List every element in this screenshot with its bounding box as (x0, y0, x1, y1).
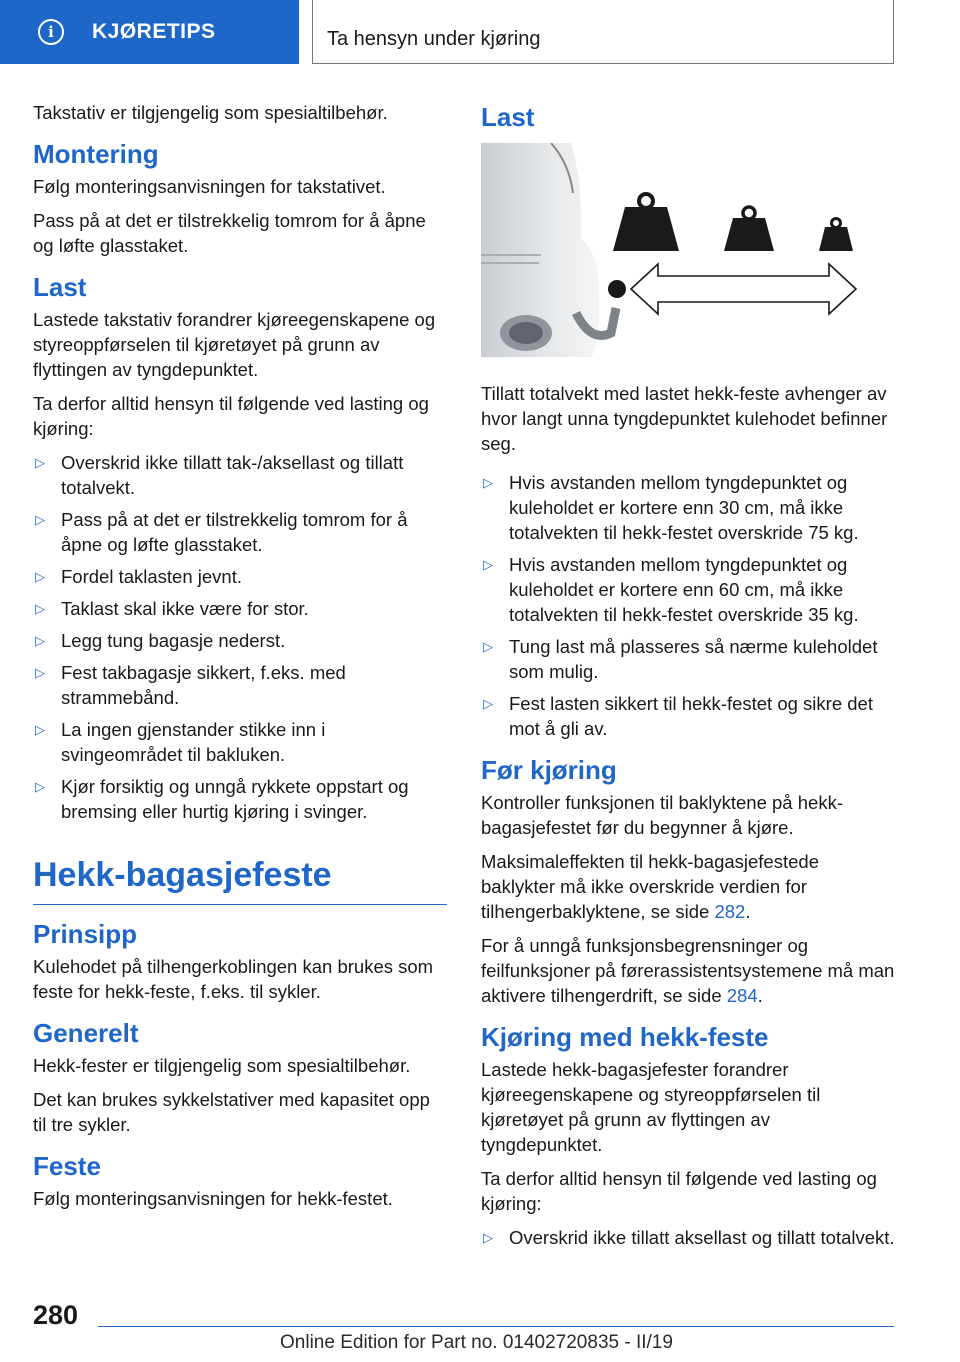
triangle-right-icon: ▷ (483, 557, 493, 572)
list-item (481, 470, 895, 545)
heading-montering: Montering (33, 139, 159, 169)
tow-load-illustration (481, 143, 859, 357)
paragraph: Kontroller funksjonen til baklyktene på hekk-bagasjefestet før du begynner å kjøre. (481, 792, 843, 838)
heading-generelt: Generelt (33, 1018, 139, 1048)
triangle-right-icon: ▷ (35, 633, 45, 648)
list-item-text: Hvis avstanden mellom tyngdepunktet og kuleholdet er kortere enn 60 cm, må ikke totalvekten til hekk-festet overskride 35 kg. (509, 554, 859, 625)
triangle-right-icon: ▷ (35, 665, 45, 680)
paragraph: Følg monteringsanvisningen for takstativet. (33, 176, 386, 197)
page-link-284[interactable]: 284 (726, 985, 758, 1006)
weight-small-icon (819, 219, 853, 252)
heading-hekk-bagasjefeste: Hekk-bagasjefeste (33, 856, 332, 894)
triangle-right-icon: ▷ (35, 779, 45, 794)
footer-rule (98, 1326, 894, 1327)
page-number: 280 (33, 1300, 79, 1330)
tow-ball (608, 280, 626, 298)
heading-feste: Feste (33, 1151, 101, 1181)
paragraph: Kulehodet på tilhengerkoblingen kan brukes som feste for hekk-feste, f.eks. til sykler. (33, 956, 434, 1002)
triangle-right-icon: ▷ (35, 455, 45, 470)
paragraph: Hekk-fester er tilgjengelig som spesialtilbehør. (33, 1055, 411, 1076)
triangle-right-icon: ▷ (35, 569, 45, 584)
bullet-list (481, 470, 895, 741)
list-item (33, 660, 447, 710)
heading-last: Last (33, 272, 87, 302)
page-link-282[interactable]: 282 (714, 901, 746, 922)
weight-medium-icon (724, 207, 774, 251)
list-item (33, 564, 447, 589)
paragraph: Det kan brukes sykkelstativer med kapasitet opp til tre sykler. (33, 1089, 430, 1135)
illustration-caption: Tillatt totalvekt med lastet hekk-feste avhenger av hvor langt unna tyngdepunktet kulehodet befinner seg. (481, 383, 888, 454)
triangle-right-icon: ▷ (483, 639, 493, 654)
list-item (33, 450, 447, 500)
heading-rule (33, 904, 447, 905)
section-tab-label: KJØRETIPS (92, 20, 216, 43)
paragraph: Ta derfor alltid hensyn til følgende ved lasting og kjøring: (33, 393, 429, 439)
list-item (33, 507, 447, 557)
paragraph-text: Maksimaleffekten til hekk-bagasjefestede baklykter må ikke overskride verdien for tilhengerbaklyktene, se side (481, 851, 819, 922)
list-item (33, 717, 447, 767)
list-item-text: Fest lasten sikkert til hekk-festet og sikre det mot å gli av. (509, 693, 873, 739)
paragraph (481, 849, 895, 924)
bullet-list (481, 1225, 895, 1250)
paragraph: Lastede takstativ forandrer kjøreegenskapene og styreoppførselen til kjøretøyet på grunn av flyttingen av tyngdepunktet. (33, 309, 436, 380)
triangle-right-icon: ▷ (483, 1230, 493, 1245)
left-column (33, 100, 447, 1220)
paragraph: Ta derfor alltid hensyn til følgende ved lasting og kjøring: (481, 1168, 877, 1214)
triangle-right-icon: ▷ (483, 696, 493, 711)
list-item-text: Hvis avstanden mellom tyngdepunktet og kuleholdet er kortere enn 30 cm, må ikke totalvekten til hekk-festet overskride 75 kg. (509, 472, 859, 543)
heading-prinsipp: Prinsipp (33, 919, 138, 949)
list-item-text: Overskrid ikke tillatt tak-/aksellast og tillatt totalvekt. (61, 452, 404, 498)
list-item (481, 1225, 895, 1250)
list-item-text: Tung last må plasseres så nærme kuleholdet som mulig. (509, 636, 878, 682)
distance-arrow (631, 264, 856, 314)
bullet-list (33, 450, 447, 824)
footer-edition-text: Online Edition for Part no. 01402720835 - II/19 (280, 1332, 673, 1353)
header-title-box (312, 0, 894, 64)
section-tab (0, 0, 299, 64)
list-item-text: Fordel taklasten jevnt. (61, 566, 242, 587)
heading-for-kjoring: Før kjøring (481, 755, 617, 785)
list-item (33, 596, 447, 621)
info-icon: i (38, 19, 64, 45)
heading-last-hekk: Last (481, 102, 535, 132)
list-item-text: Kjør forsiktig og unngå rykkete oppstart og bremsing eller hurtig kjøring i svinger. (61, 776, 409, 822)
paragraph (481, 933, 895, 1008)
triangle-right-icon: ▷ (35, 722, 45, 737)
triangle-right-icon: ▷ (35, 512, 45, 527)
list-item-text: Fest takbagasje sikkert, f.eks. med strammebånd. (61, 662, 346, 708)
paragraph: Pass på at det er tilstrekkelig tomrom for å åpne og løfte glasstaket. (33, 210, 426, 256)
weight-large-icon (613, 194, 679, 251)
list-item-text: Taklast skal ikke være for stor. (61, 598, 309, 619)
header-title: Ta hensyn under kjøring (327, 28, 541, 50)
list-item (481, 691, 895, 741)
list-item-text: La ingen gjenstander stikke inn i svingeområdet til bakluken. (61, 719, 326, 765)
list-item-text: Legg tung bagasje nederst. (61, 630, 286, 651)
right-column (481, 100, 895, 1259)
exhaust-inner (509, 322, 543, 344)
paragraph-text: . (757, 985, 763, 1006)
list-item (33, 628, 447, 653)
list-item (481, 634, 895, 684)
paragraph: Lastede hekk-bagasjefester forandrer kjøreegenskapene og styreoppførselen til kjøretøyet på grunn av flyttingen av tyngdepunktet. (481, 1059, 821, 1155)
intro-text: Takstativ er tilgjengelig som spesialtilbehør. (33, 102, 388, 123)
heading-kjoring-med-hekk-feste: Kjøring med hekk-feste (481, 1022, 769, 1052)
list-item-text: Pass på at det er tilstrekkelig tomrom for å åpne og løfte glasstaket. (61, 509, 408, 555)
list-item-text: Overskrid ikke tillatt aksellast og tillatt totalvekt. (509, 1227, 895, 1248)
paragraph-text: . (745, 901, 751, 922)
triangle-right-icon: ▷ (483, 475, 493, 490)
triangle-right-icon: ▷ (35, 601, 45, 616)
list-item (33, 774, 447, 824)
list-item (481, 552, 895, 627)
paragraph-text: For å unngå funksjonsbegrensninger og feilfunksjoner på førerassistentsystemene må man aktivere tilhengerdrift, se side (481, 935, 895, 1006)
paragraph: Følg monteringsanvisningen for hekk-festet. (33, 1188, 393, 1209)
